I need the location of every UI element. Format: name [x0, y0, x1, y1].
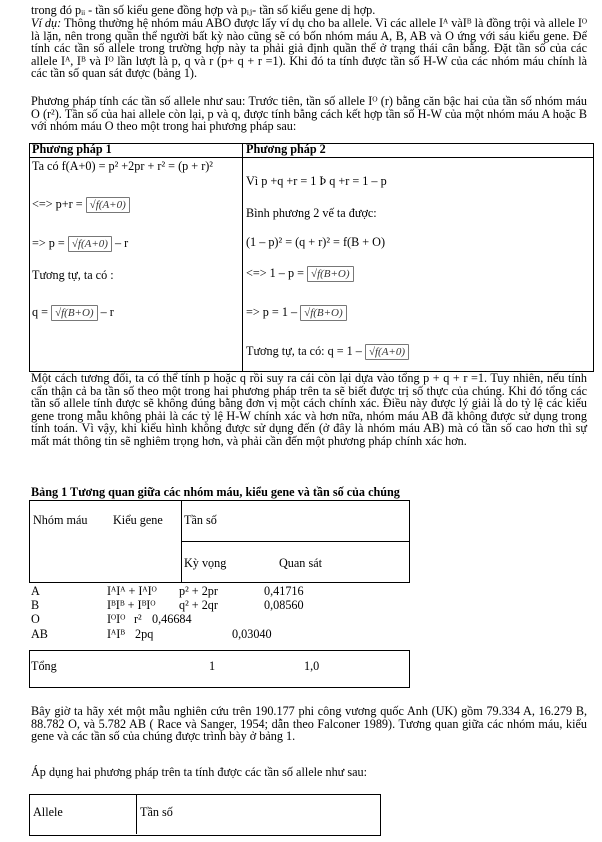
sqrt-bo-expr: √f(B+O) — [51, 305, 98, 321]
t1-row-b-group: B — [31, 598, 40, 612]
sqrt-bo-expr-2: √f(B+O) — [307, 266, 354, 282]
sqrt-a0-expr: √f(A+0) — [86, 197, 130, 213]
t1-row-b-expected: q² + 2qr — [179, 598, 218, 612]
t1-row-b-observed: 0,08560 — [264, 598, 304, 612]
m1-line3: => p = √f(A+0) – r — [32, 235, 129, 250]
t1-h-expected: Kỳ vọng — [184, 556, 227, 570]
intro-line0: trong đó pᵢᵢ - tần số kiểu gene đồng hợp và pᵢⱼ- tần số kiểu gene dị hợp. — [31, 3, 376, 17]
t1-h-genotype: Kiểu gene — [113, 513, 163, 527]
t1-total-label: Tổng — [31, 659, 57, 673]
sqrt-a0-expr-3: √f(A+0) — [365, 344, 409, 360]
t1-row-o-expected: r² — [134, 612, 142, 626]
m1-line2: <=> p+r = √f(A+0) — [32, 197, 130, 213]
methods-table-divider — [242, 143, 243, 371]
t1-row-ab-group: AB — [31, 627, 48, 641]
m2-line1: Vì p +q +r = 1 Þ q +r = 1 – p — [246, 174, 387, 188]
t1-row-o-genotype: IᴼIᴼ — [107, 612, 126, 626]
methods-table-header-rule — [29, 157, 593, 158]
t1-row-o-group: O — [31, 612, 40, 626]
sqrt-a0-expr-2: √f(A+0) — [68, 236, 112, 252]
m2-line6: Tương tự, ta có: q = 1 – √f(A+0) — [246, 344, 409, 360]
t1-row-ab-genotype: IᴬIᴮ — [107, 627, 125, 641]
m2-line3: (1 – p)² = (q + r)² = f(B + O) — [246, 235, 386, 249]
body-para2: Bây giờ ta hãy xét một mẫu nghiên cứu trên 190.177 phi công vương quốc Anh (UK) gồm 79.334 A, 16.279 B, 88.782 O, và 5.782 AB ( Race và Sanger, 1954; dẫn theo Falconer 1989). Tương quan giữa các nhóm máu, kiểu gene và các tần số của chúng được trình bày ở bảng 1. — [31, 704, 587, 744]
t1-h-group: Nhóm máu — [33, 513, 88, 527]
t1-row-ab-expected: 2pq — [135, 627, 154, 641]
m2-line5: => p = 1 – √f(B+O) — [246, 305, 347, 321]
sqrt-bo-expr-3: √f(B+O) — [300, 305, 347, 321]
t1-total-observed: 1,0 — [304, 659, 320, 673]
example-label: Ví dụ: — [31, 16, 62, 30]
table1-caption: Bảng 1 Tương quan giữa các nhóm máu, kiểu gene và tần số của chúng — [31, 485, 400, 499]
body-para1: Một cách tương đối, ta có thể tính p hoặc q rồi suy ra cái còn lại dựa vào tổng p + q + r =1. Tuy nhiên, nếu tính cẩn thận cả ba tần số theo một trong hai phương pháp trên ta sẽ biết được trị số thực của chúng. Khi đó tổng các tần số allele tính được sẽ không đúng bằng đơn vị một cách chính xác. Điều này được lý giải là do tỷ lệ các kiểu gene trong mẫu không phải là các tỷ lệ H-W chính xác và hơn nữa, nhóm máu AB đã không được sử dụng trong tính toán. Vì vậy, khi kiểu hình không được sử dụng đến (ở đây là nhóm máu AB) mà có tần số cao hơn thì sự mất mát thông tin sẽ nghiêm trọng hơn, và phải cần đến một phương pháp chính xác hơn. — [31, 371, 587, 448]
t1-row-a-expected: p² + 2pr — [179, 584, 218, 598]
t1-row-a-group: A — [31, 584, 40, 598]
t1-h-freq: Tần số — [184, 513, 217, 527]
m1-line5: q = √f(B+O) – r — [32, 304, 114, 319]
t1-row-o-observed: 0,46684 — [152, 612, 192, 626]
m1-line1: Ta có f(A+0) = p² +2pr + r² = (p + r)² — [32, 159, 213, 173]
t1-row-a-observed: 0,41716 — [264, 584, 304, 598]
t1-h-observed: Quan sát — [279, 556, 322, 570]
t1-row-a-genotype: IᴬIᴬ + IᴬIᴼ — [107, 584, 157, 598]
m2-line2: Bình phương 2 vế ta được: — [246, 206, 377, 220]
t2-h-allele: Allele — [33, 805, 63, 819]
method-text: Phương pháp tính các tần số allele như sau: Trước tiên, tần số allele Iᴼ (r) bằng căn bậc hai của tần số nhóm máu O (r²). Tần số của hai allele còn lại, p và q, được tính bằng cách kết hợp tần số H-W của một nhóm máu A hoặc B với nhóm máu O theo một trong hai phương pháp sau: — [31, 94, 587, 134]
method2-header: Phương pháp 2 — [246, 142, 326, 156]
t1-row-ab-observed: 0,03040 — [232, 627, 272, 641]
m2-line4: <=> 1 – p = √f(B+O) — [246, 266, 354, 282]
t2-h-freq: Tần số — [140, 805, 173, 819]
intro-example — [31, 17, 587, 80]
example-text: Thông thường hệ nhóm máu ABO được lấy ví dụ cho ba allele. Vì các allele Iᴬ vàIᴮ là đồng trội và allele Iᴼ là lặn, nên trong quần thể người bất kỳ nào cũng sẽ có bốn nhóm máu A, B, AB và O ứng với sáu kiểu gene. Để tính các tần số allele trong trường hợp này ta phải giả định quần thể ở trạng thái cân bằng. Đặt tần số của các allele Iᴬ, Iᴮ và Iᴼ lần lượt là p, q và r (p+ q + r =1). Khi đó ta tính được tần số H-W của các nhóm máu chính là các tần số quan sát được (bảng 1). — [31, 16, 588, 81]
t1-total-expected: 1 — [209, 659, 216, 673]
method1-header: Phương pháp 1 — [32, 142, 112, 156]
t1-row-b-genotype: IᴮIᴮ + IᴮIᴼ — [107, 598, 156, 612]
body-para3: Áp dụng hai phương pháp trên ta tính được các tần số allele như sau: — [31, 765, 367, 779]
m1-line4: Tương tự, ta có : — [32, 268, 114, 282]
